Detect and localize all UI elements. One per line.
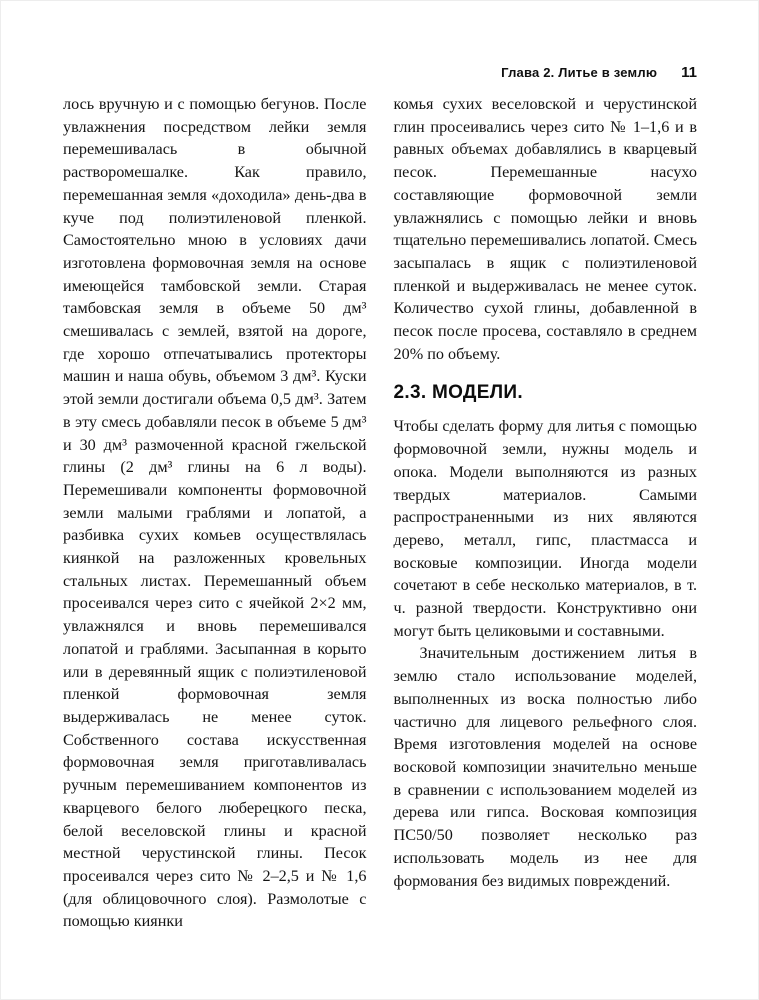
section-heading: 2.3. МОДЕЛИ.	[393, 382, 523, 404]
right-column	[394, 93, 698, 933]
left-column-paragraph: лось вручную и с помощью бегунов. После увлажнения посредством лейки земля перемешивалась в обычной растворомешалке. Как правило, перемешанная земля «доходила» день-два в куче под полиэтиленовой пленкой. Самостоятельно мною в условиях дачи изготовлена формовочная земля на основе имеющейся тамбовской земли. Старая тамбовская земля в объеме 50 дм³ смешивалась с землей, взятой на дороге, где хорошо отпечатывались протекторы машин и наша обувь, объемом 3 дм³. Куски этой земли достигали объема 0,5 дм³. Затем в эту смесь добавляли песок в объеме 5 дм³ и 30 дм³ размоченной красной гжельской глины (2 дм³ глины на 6 л воды). Перемешивали компоненты формовочной земли малыми граблями и лопатой, а разбивка сухих комьев осуществлялась киянкой на разложенных кровельных стальных листах. Перемешанный объем просеивался через сито с ячейкой 2×2 мм, увлажнялся и вновь перемешивался лопатой и граблями. Засыпанная в корыто или в деревянный ящик с полиэтиленовой пленкой формовочная земля выдерживалась не менее суток. Собственного состава искусственная формовочная земля приготавливалась ручным перемешиванием компонентов из кварцевого белого люберецкого песка, белой веселовской глины и красной местной черустинской глины. Песок просеивался через сито № 2–2,5 и № 1,6 (для облицовочного слоя). Размолотые с помощью киянки	[63, 95, 367, 931]
page-number: 11	[681, 64, 697, 81]
right-column-paragraph-1: комья сухих веселовской и черустинской глин просеивались через сито № 1–1,6 и в равных объемах добавлялись в кварцевый песок. Перемешанные насухо составляющие формовочной земли увлажнялись с помощью лейки и вновь тщательно перемешивались лопатой. Смесь засыпалась в ящик с полиэтиленовой пленкой и выдерживалась не менее суток. Количество сухой глины, добавленной в песок после просева, составляло в среднем 20% по объему.	[393, 95, 697, 363]
right-column-paragraph-3: Значительным достижением литья в землю стало использование моделей, выполненных из воска полностью либо частично для лицевого рельефного слоя. Время изготовления моделей на основе восковой композиции значительно меньше в сравнении с использованием моделей из дерева или гипса. Восковая композиция ПС50/50 позволяет несколько раз использовать модель из нее для формования без видимых повреждений.	[393, 644, 697, 890]
right-column-paragraph-2: Чтобы сделать форму для литья с помощью формовочной земли, нужны модель и опока. Модели выполняются из разных твердых материалов. Самыми распространенными из них являются дерево, металл, гипс, пластмасса и восковые композиции. Иногда модели сочетают в себе несколько материалов, в т. ч. разной твердости. Конструктивно они могут быть целиковыми и составными.	[393, 417, 697, 640]
left-column	[63, 93, 367, 933]
chapter-running-head: Глава 2. Литье в землю	[501, 65, 658, 80]
text-columns	[63, 93, 697, 933]
running-header	[63, 64, 697, 81]
